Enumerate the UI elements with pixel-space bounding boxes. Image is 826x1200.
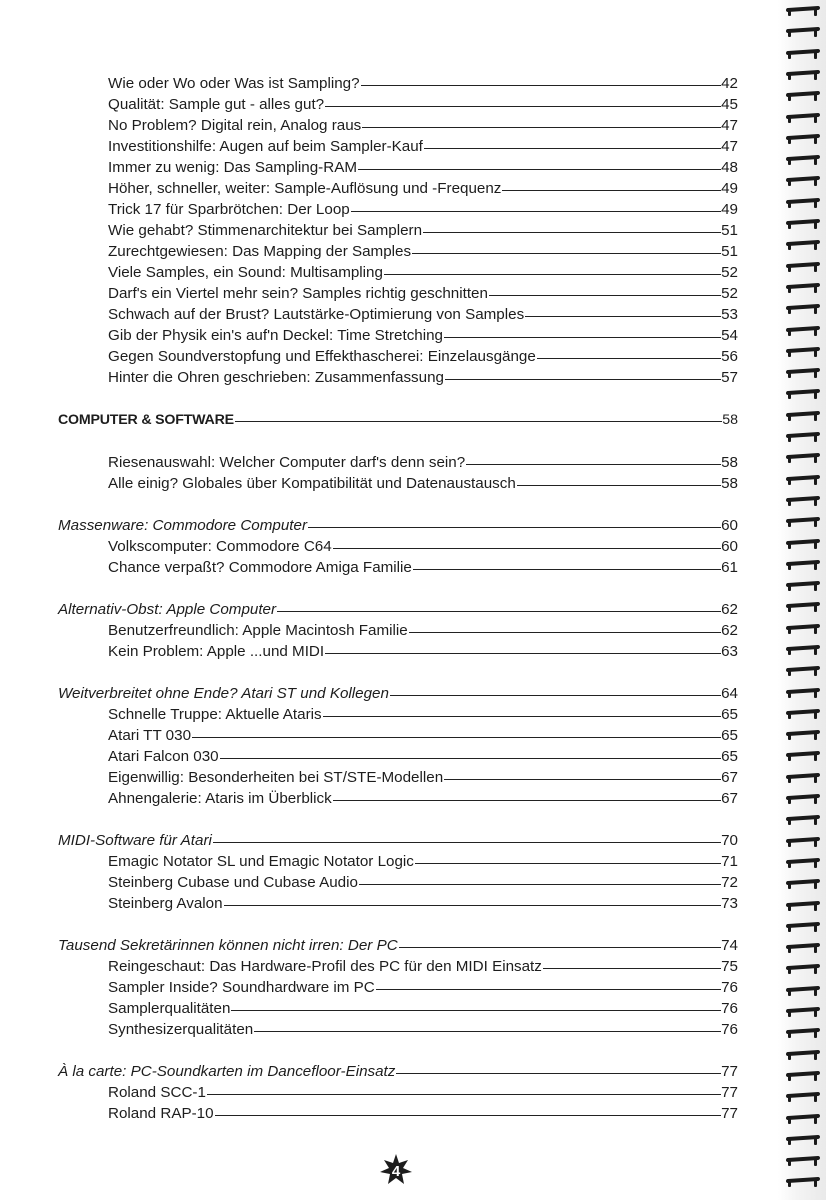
toc-title: Alternativ-Obst: Apple Computer — [58, 601, 277, 618]
toc-title: Viele Samples, ein Sound: Multisampling — [108, 264, 383, 281]
binding-coil — [786, 113, 820, 122]
toc-section — [58, 516, 738, 536]
binding-coil — [786, 1177, 820, 1186]
toc-entry — [108, 999, 738, 1019]
toc-page-number: 58 — [721, 475, 738, 492]
toc-page-number: 57 — [721, 369, 738, 386]
toc-leader-line — [537, 358, 721, 359]
binding-coil — [786, 943, 820, 952]
toc-page-number: 67 — [721, 790, 738, 807]
binding-coil — [786, 262, 820, 271]
toc-page-number: 62 — [721, 601, 738, 618]
toc-leader-line — [413, 569, 721, 570]
toc-leader-line — [213, 842, 721, 843]
toc-title: Synthesizerqualitäten — [108, 1021, 254, 1038]
toc-entry — [108, 768, 738, 788]
toc-entry — [108, 642, 738, 662]
toc-title: Weitverbreitet ohne Ende? Atari ST und Kollegen — [58, 685, 389, 702]
binding-coil — [786, 688, 820, 697]
binding-coil — [786, 645, 820, 654]
toc-title: Ahnengalerie: Ataris im Überblick — [108, 790, 332, 807]
binding-coil — [786, 176, 820, 185]
toc-title: Alle einig? Globales über Kompatibilität und Datenaustausch — [108, 475, 516, 492]
toc-page-number: 75 — [721, 958, 738, 975]
binding-coil — [786, 901, 820, 910]
toc-title: Benutzerfreundlich: Apple Macintosh Familie — [108, 622, 408, 639]
toc-title: Volkscomputer: Commodore C64 — [108, 538, 332, 555]
toc-entry — [108, 347, 738, 367]
toc-title: Massenware: Commodore Computer — [58, 517, 307, 534]
toc-leader-line — [409, 632, 721, 633]
toc-leader-line — [489, 295, 721, 296]
toc-leader-line — [390, 695, 721, 696]
toc-title: Roland SCC-1 — [108, 1084, 206, 1101]
toc-leader-line — [277, 611, 721, 612]
toc-entry — [108, 789, 738, 809]
binding-coil — [786, 1050, 820, 1059]
binding-coil — [786, 1007, 820, 1016]
binding-coil — [786, 70, 820, 79]
toc-leader-line — [466, 464, 721, 465]
toc-title: Trick 17 für Sparbrötchen: Der Loop — [108, 201, 350, 218]
binding-coil — [786, 219, 820, 228]
binding-coil — [786, 751, 820, 760]
toc-leader-line — [308, 527, 721, 528]
toc-leader-line — [376, 989, 721, 990]
toc-title: Wie gehabt? Stimmenarchitektur bei Samplern — [108, 222, 423, 239]
toc-page-number: 48 — [721, 159, 738, 176]
binding-coil — [786, 240, 820, 249]
toc-entry — [108, 621, 738, 641]
toc-title: Hinter die Ohren geschrieben: Zusammenfassung — [108, 369, 444, 386]
toc-page-number: 49 — [721, 180, 738, 197]
toc-page-number: 71 — [721, 853, 738, 870]
binding-coil — [786, 1092, 820, 1101]
toc-page-number: 53 — [721, 306, 738, 323]
toc-entry — [108, 537, 738, 557]
toc-title: À la carte: PC-Soundkarten im Dancefloor-Einsatz — [58, 1063, 396, 1080]
toc-page-number: 60 — [721, 538, 738, 555]
toc-title: MIDI-Software für Atari — [58, 832, 212, 849]
toc-leader-line — [444, 779, 721, 780]
toc-section — [58, 600, 738, 620]
toc-title: Investitionshilfe: Augen auf beim Sampler-Kauf — [108, 138, 423, 155]
binding-coil — [786, 91, 820, 100]
toc-page-number: 70 — [721, 832, 738, 849]
toc-leader-line — [358, 169, 721, 170]
toc-leader-line — [333, 800, 721, 801]
toc-page-number: 42 — [721, 75, 738, 92]
toc-leader-line — [254, 1031, 721, 1032]
toc-title: Qualität: Sample gut - alles gut? — [108, 96, 325, 113]
toc-entry — [108, 705, 738, 725]
toc-leader-line — [361, 85, 722, 86]
binding-coil — [786, 496, 820, 505]
binding-coil — [786, 389, 820, 398]
binding-coil — [786, 49, 820, 58]
toc-title: Wie oder Wo oder Was ist Sampling? — [108, 75, 360, 92]
binding-coil — [786, 347, 820, 356]
toc-page-number: 49 — [721, 201, 738, 218]
toc-page-number: 64 — [721, 685, 738, 702]
toc-leader-line — [207, 1094, 721, 1095]
toc-page-number: 77 — [721, 1105, 738, 1122]
toc-page-number: 63 — [721, 643, 738, 660]
toc-leader-line — [399, 947, 721, 948]
toc-entry — [108, 1083, 738, 1103]
toc-leader-line — [543, 968, 721, 969]
toc-entry — [108, 242, 738, 262]
toc-title: Atari Falcon 030 — [108, 748, 219, 765]
toc-leader-line — [325, 653, 721, 654]
toc-entry — [108, 852, 738, 872]
toc-title: Schnelle Truppe: Aktuelle Ataris — [108, 706, 322, 723]
toc-title: Schwach auf der Brust? Lautstärke-Optimierung von Samples — [108, 306, 525, 323]
toc-leader-line — [224, 905, 722, 906]
toc-entry — [108, 957, 738, 977]
toc-title: Kein Problem: Apple ...und MIDI — [108, 643, 325, 660]
toc-leader-line — [192, 737, 721, 738]
toc-entry — [108, 221, 738, 241]
toc-title: Tausend Sekretärinnen können nicht irren: Der PC — [58, 937, 398, 954]
toc-entry — [108, 894, 738, 914]
binding-coil — [786, 432, 820, 441]
binding-coil — [786, 517, 820, 526]
binding-coil — [786, 773, 820, 782]
toc-leader-line — [445, 379, 721, 380]
binding-coil — [786, 815, 820, 824]
toc-entry — [108, 1020, 738, 1040]
toc-leader-line — [517, 485, 721, 486]
binding-coil — [786, 581, 820, 590]
toc-chapter — [58, 410, 738, 430]
toc-page-number: 56 — [721, 348, 738, 365]
page-number: 4 — [391, 1163, 401, 1180]
toc-page-number: 65 — [721, 706, 738, 723]
toc-title: COMPUTER & SOFTWARE — [58, 412, 234, 428]
toc-entry — [108, 873, 738, 893]
toc-leader-line — [424, 148, 721, 149]
binding-coil — [786, 304, 820, 313]
toc-title: Steinberg Avalon — [108, 895, 223, 912]
toc-entry — [108, 95, 738, 115]
binding-coil — [786, 1071, 820, 1080]
toc-title: Atari TT 030 — [108, 727, 192, 744]
toc-leader-line — [362, 127, 721, 128]
toc-title: Chance verpaßt? Commodore Amiga Familie — [108, 559, 412, 576]
toc-title: Darf's ein Viertel mehr sein? Samples richtig geschnitten — [108, 285, 488, 302]
toc-title: No Problem? Digital rein, Analog raus — [108, 117, 362, 134]
toc-entry — [108, 747, 738, 767]
binding-coil — [786, 794, 820, 803]
toc-page-number: 51 — [721, 222, 738, 239]
toc-entry — [108, 978, 738, 998]
toc-leader-line — [423, 232, 721, 233]
toc-page-number: 61 — [721, 559, 738, 576]
toc-title: Emagic Notator SL und Emagic Notator Logic — [108, 853, 414, 870]
toc-page-number: 54 — [721, 327, 738, 344]
toc-page-number: 73 — [721, 895, 738, 912]
toc-page-number: 58 — [721, 454, 738, 471]
toc-title: Samplerqualitäten — [108, 1000, 231, 1017]
toc-title: Riesenauswahl: Welcher Computer darf's denn sein? — [108, 454, 466, 471]
toc-title: Gegen Soundverstopfung und Effekthascherei: Einzelausgänge — [108, 348, 536, 365]
binding-coil — [786, 837, 820, 846]
toc-title: Immer zu wenig: Das Sampling-RAM — [108, 159, 357, 176]
binding-coil — [786, 730, 820, 739]
toc-page-number: 47 — [721, 117, 738, 134]
binding-coil — [786, 1156, 820, 1165]
toc-title: Zurechtgewiesen: Das Mapping der Samples — [108, 243, 412, 260]
binding-coil — [786, 134, 820, 143]
toc-leader-line — [525, 316, 721, 317]
toc-leader-line — [323, 716, 721, 717]
toc-entry — [108, 368, 738, 388]
toc-title: Sampler Inside? Soundhardware im PC — [108, 979, 375, 996]
toc-entry — [108, 558, 738, 578]
toc-leader-line — [220, 758, 722, 759]
toc-leader-line — [215, 1115, 722, 1116]
toc-entry — [108, 179, 738, 199]
toc-section — [58, 831, 738, 851]
toc-entry — [108, 326, 738, 346]
binding-coil — [786, 858, 820, 867]
toc-entry — [108, 284, 738, 304]
toc-title: Gib der Physik ein's auf'n Deckel: Time Stretching — [108, 327, 444, 344]
toc-leader-line — [325, 106, 721, 107]
binding-coil — [786, 922, 820, 931]
toc-leader-line — [384, 274, 721, 275]
toc-page-number: 52 — [721, 285, 738, 302]
binding-coil — [786, 155, 820, 164]
toc-entry — [108, 453, 738, 473]
toc-page-number: 72 — [721, 874, 738, 891]
binding-coil — [786, 602, 820, 611]
binding-coil — [786, 964, 820, 973]
binding-coil — [786, 27, 820, 36]
binding-coil — [786, 1114, 820, 1123]
toc-page-number: 76 — [721, 979, 738, 996]
toc-page-number: 60 — [721, 517, 738, 534]
toc-title: Reingeschaut: Das Hardware-Profil des PC für den MIDI Einsatz — [108, 958, 542, 975]
toc-leader-line — [333, 548, 721, 549]
toc-title: Höher, schneller, weiter: Sample-Auflösung und -Frequenz — [108, 180, 502, 197]
toc-page-number: 45 — [721, 96, 738, 113]
toc-leader-line — [502, 190, 721, 191]
toc-page-number: 62 — [721, 622, 738, 639]
binding-coil — [786, 326, 820, 335]
toc-page-number: 77 — [721, 1084, 738, 1101]
binding-coil — [786, 539, 820, 548]
binding-coil — [786, 666, 820, 675]
binding-coil — [786, 453, 820, 462]
toc-entry — [108, 305, 738, 325]
binding-coil — [786, 879, 820, 888]
toc-page-number: 58 — [722, 412, 738, 428]
toc-title: Eigenwillig: Besonderheiten bei ST/STE-Modellen — [108, 769, 444, 786]
binding-coil — [786, 368, 820, 377]
binding-coil — [786, 1135, 820, 1144]
toc-entry — [108, 158, 738, 178]
toc-entry — [108, 263, 738, 283]
toc-entry — [108, 1104, 738, 1124]
binding-coil — [786, 283, 820, 292]
binding-coil — [786, 560, 820, 569]
toc-page-number: 65 — [721, 748, 738, 765]
binding-coil — [786, 198, 820, 207]
toc-page-number: 67 — [721, 769, 738, 786]
toc-leader-line — [415, 863, 721, 864]
spiral-binding-icon — [778, 0, 826, 1200]
toc-leader-line — [235, 421, 722, 422]
toc-section — [58, 936, 738, 956]
toc-leader-line — [359, 884, 721, 885]
binding-coil — [786, 411, 820, 420]
toc-page-number: 47 — [721, 138, 738, 155]
toc-leader-line — [412, 253, 721, 254]
binding-coil — [786, 6, 820, 15]
toc-entry — [108, 116, 738, 136]
toc-entry — [108, 726, 738, 746]
toc-page-number: 51 — [721, 243, 738, 260]
binding-coil — [786, 709, 820, 718]
toc-title: Roland RAP-10 — [108, 1105, 214, 1122]
toc-title: Steinberg Cubase und Cubase Audio — [108, 874, 358, 891]
binding-coil — [786, 624, 820, 633]
toc-entry — [108, 474, 738, 494]
toc-section — [58, 684, 738, 704]
toc-leader-line — [396, 1073, 721, 1074]
binding-coil — [786, 986, 820, 995]
toc-leader-line — [231, 1010, 721, 1011]
binding-coil — [786, 1028, 820, 1037]
toc-leader-line — [444, 337, 721, 338]
toc-entry — [108, 137, 738, 157]
toc-page-number: 65 — [721, 727, 738, 744]
toc-leader-line — [351, 211, 721, 212]
toc-entry — [108, 200, 738, 220]
toc-page-number: 52 — [721, 264, 738, 281]
toc-page-number: 74 — [721, 937, 738, 954]
toc-section — [58, 1062, 738, 1082]
star-page-number-icon — [378, 1152, 414, 1188]
toc-page-number: 76 — [721, 1021, 738, 1038]
toc-page-number: 77 — [721, 1063, 738, 1080]
binding-coil — [786, 475, 820, 484]
toc-entry — [108, 74, 738, 94]
toc-page-number: 76 — [721, 1000, 738, 1017]
